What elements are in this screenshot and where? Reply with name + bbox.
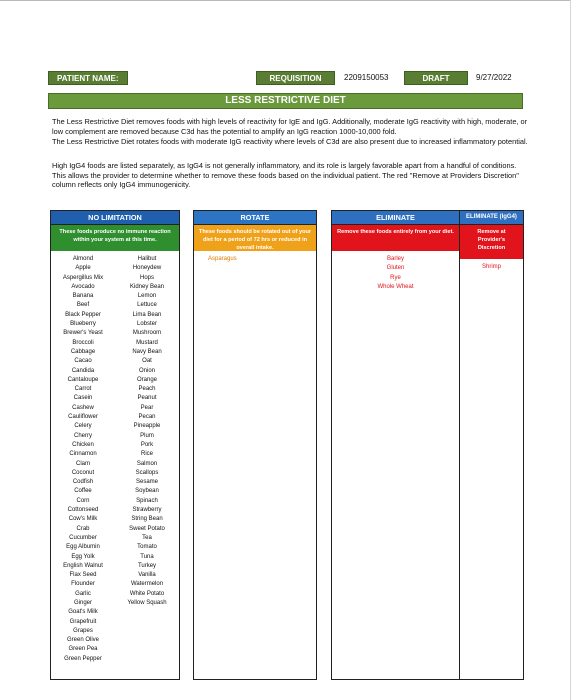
patient-name-value (132, 71, 242, 85)
no-limitation-header: NO LIMITATION (51, 211, 179, 225)
food-item: Cabbage (70, 348, 96, 355)
food-item: Cantaloupe (67, 376, 99, 383)
food-item: Cauliflower (68, 414, 98, 421)
food-item: Onion (138, 367, 155, 374)
food-item: Yellow Squash (127, 599, 167, 606)
food-item: Shrimp (481, 264, 501, 270)
food-item: Strawberry (132, 507, 162, 514)
food-item: Apple (75, 265, 91, 272)
food-item: Rice (140, 451, 153, 458)
food-item: Navy Bean (132, 348, 162, 355)
food-item: Clam (75, 460, 90, 467)
food-item: Cow's Milk (68, 516, 98, 523)
draft-date-value: 9/27/2022 (476, 73, 512, 82)
food-item: Lemon (137, 293, 157, 300)
food-item: Plum (140, 432, 154, 439)
food-item: Cherry (73, 432, 92, 439)
requisition-id-label: REQUISITION (256, 71, 335, 85)
eliminate-column (331, 210, 459, 680)
food-item: Black Pepper (65, 311, 101, 318)
rotate-header: ROTATE (194, 211, 316, 225)
food-item: Pear (140, 404, 154, 411)
food-item: Avocado (71, 283, 95, 290)
food-item: Cacao (74, 358, 92, 365)
food-item: Celery (74, 423, 92, 430)
food-item: Grapefruit (69, 618, 97, 625)
food-item: Barley (386, 256, 404, 262)
food-item: Grapes (73, 627, 93, 634)
food-item: Vanilla (138, 572, 156, 579)
food-item: Green Olive (66, 637, 99, 644)
food-item: Coconut (71, 469, 95, 476)
eliminate-header: ELIMINATE (332, 211, 459, 225)
food-item: Mustard (136, 339, 158, 346)
food-item: Coffee (74, 488, 92, 495)
eliminate-igg4-column (459, 210, 524, 680)
food-item: Cottonseed (67, 507, 99, 514)
food-item: Lobster (136, 321, 157, 328)
food-item: Cucumber (69, 534, 97, 541)
food-item: English Walnut (63, 562, 103, 569)
food-item: Beef (76, 302, 90, 309)
food-item: Pork (140, 441, 154, 448)
food-item: Aspergillus Mix (62, 274, 104, 281)
food-item: Almond (72, 256, 94, 262)
food-item: Lima Bean (132, 311, 162, 318)
food-item: Carrot (74, 386, 92, 393)
intro-paragraph-2: The Less Restrictive Diet rotates foods with moderate IgG reactivity where levels of C3d are also present due to increased inflammatory potential. (52, 137, 528, 146)
food-item: Orange (136, 376, 157, 383)
food-item: Watermelon (130, 581, 164, 588)
no-limitation-column (50, 210, 180, 680)
food-item: Egg Albumin (66, 544, 100, 551)
no-limitation-list-right (115, 255, 179, 664)
food-item: Tuna (140, 553, 154, 560)
page-border-top (0, 0, 571, 1)
patient-name-label: PATIENT NAME: (48, 71, 128, 85)
food-item: Peach (138, 386, 156, 393)
food-item: Broccoli (72, 339, 94, 346)
food-item: Gluten (386, 265, 405, 272)
no-limitation-description: These foods produce no immune reaction within your system at this time. (51, 225, 179, 251)
food-item: White Potato (129, 590, 165, 597)
food-item: Flax Seed (69, 572, 97, 579)
food-item: Green Pea (68, 646, 98, 653)
eliminate-igg4-header: ELIMINATE (IgG4) (460, 211, 523, 225)
draft-date-label: DRAFT (404, 71, 468, 85)
eliminate-description: Remove these foods entirely from your diet. (332, 225, 459, 251)
food-item: Candida (71, 367, 95, 374)
food-item: Ginger (73, 599, 92, 606)
intro-paragraph-3: High IgG4 foods are listed separately, as IgG4 is not generally inflammatory, and its role is largely favorable apart from a handful of conditions. This allows the provider to determine whether to remove these foods based on the individual patient. The red "Remove at Providers Discretion" column reflects only IgG4 immunogenicity. (52, 161, 519, 190)
intro-paragraph-1: The Less Restrictive Diet removes foods with high levels of reactivity for IgE and IgG. Additionally, moderate IgG reactivity with high, moderate, or low complement are removed because C3d has the potential to amplify an IgG reaction 1000-10,000 fold. (52, 117, 528, 136)
eliminate-igg4-description: Remove at Provider's Discretion (460, 225, 523, 259)
food-item: Egg Yolk (71, 553, 95, 560)
food-item: Brewer's Yeast (63, 330, 103, 337)
no-limitation-list-left (51, 255, 115, 664)
food-item: Whole Wheat (377, 283, 414, 290)
food-item: Crab (76, 525, 90, 532)
food-item: Soybean (135, 488, 159, 495)
food-item: Cashew (72, 404, 94, 411)
food-item: Peanut (137, 395, 157, 402)
food-item: Tea (142, 534, 152, 541)
food-item: Mushroom (132, 330, 162, 337)
food-item: Kidney Bean (129, 283, 165, 290)
rotate-description: These foods should be rotated out of your diet for a period of 72 hrs or reduced in overall intake. (194, 225, 316, 251)
food-item: Lettuce (137, 302, 157, 309)
food-item: Cinnamon (69, 451, 97, 458)
food-item: Sesame (135, 479, 158, 486)
food-item: Tomato (137, 544, 157, 551)
food-item: Oat (142, 358, 152, 365)
food-item: String Bean (131, 516, 163, 523)
food-item: Green Pepper (64, 655, 102, 662)
food-item: Asparagus (208, 256, 237, 262)
food-item: Rye (390, 274, 401, 281)
food-item: Turkey (137, 562, 157, 569)
food-item: Honeydew (132, 265, 162, 272)
food-item: Banana (72, 293, 94, 300)
food-item: Goat's Milk (68, 609, 98, 616)
diet-title-banner: LESS RESTRICTIVE DIET (48, 93, 523, 109)
rotate-food-list (194, 251, 316, 264)
requisition-id-value: 2209150053 (344, 73, 389, 82)
food-item: Halibut (137, 256, 157, 262)
food-item: Spinach (136, 497, 158, 504)
no-limitation-food-list (51, 251, 179, 664)
food-item: Pecan (138, 414, 156, 421)
food-item: Flounder (71, 581, 95, 588)
rotate-column (193, 210, 317, 680)
food-item: Pineapple (133, 423, 161, 430)
food-item: Hops (139, 274, 154, 281)
food-item: Codfish (72, 479, 94, 486)
food-item: Blueberry (70, 321, 96, 328)
food-item: Salmon (136, 460, 158, 467)
eliminate-igg4-food-list (460, 259, 523, 272)
food-item: Chicken (72, 441, 94, 448)
food-item: Casein (73, 395, 93, 402)
food-item: Scallops (135, 469, 159, 476)
food-item: Garlic (75, 590, 91, 597)
eliminate-food-list (332, 251, 459, 292)
food-item: Corn (76, 497, 90, 504)
food-item: Sweet Potato (129, 525, 165, 532)
